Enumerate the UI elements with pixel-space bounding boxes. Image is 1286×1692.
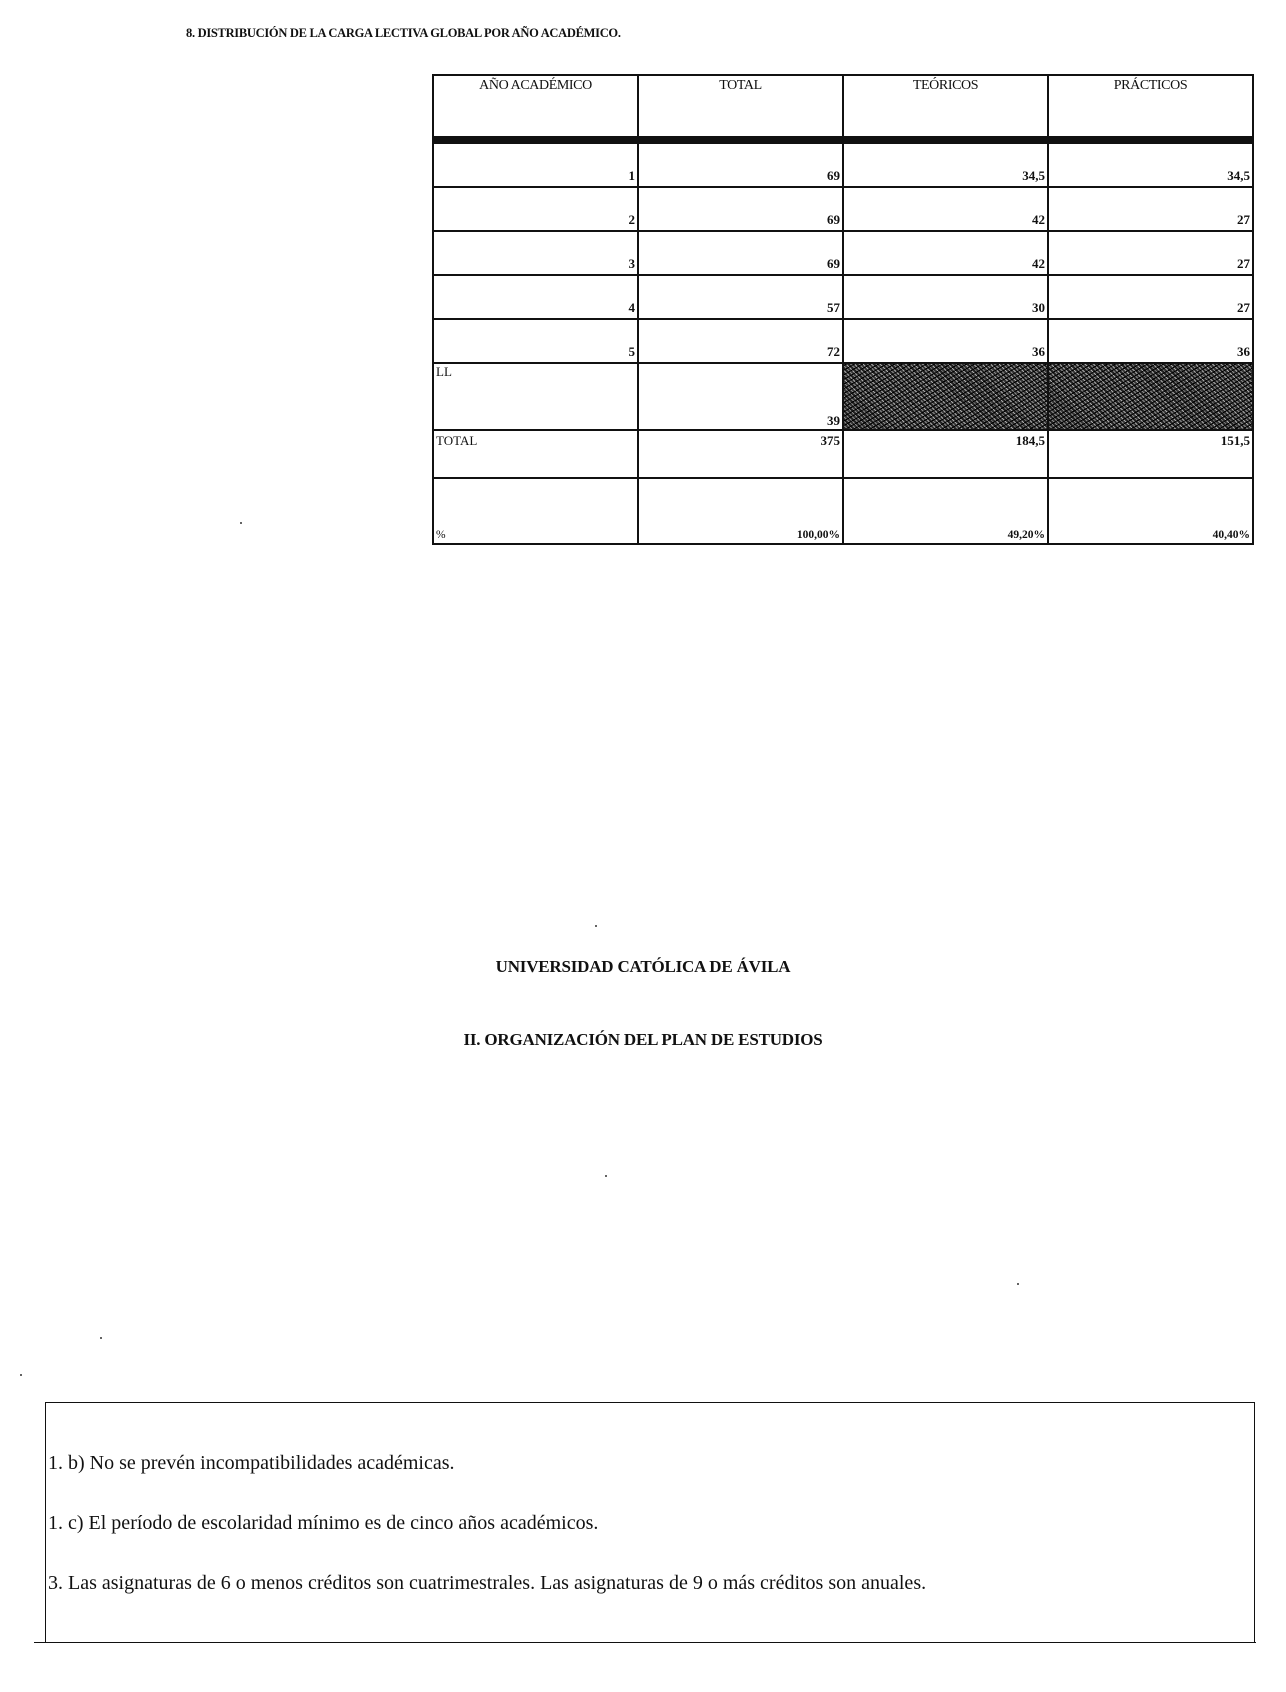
cell-total: 57 (638, 275, 843, 319)
cell-total-practicos: 151,5 (1048, 430, 1253, 478)
cell-total: 69 (638, 143, 843, 187)
scan-speck (20, 1374, 22, 1376)
cell-year: 3 (433, 231, 638, 275)
note-incompatibilidades: 1. b) No se prevén incompatibilidades académicas. (48, 1452, 455, 1474)
cell-total: 69 (638, 231, 843, 275)
cell-year: 2 (433, 187, 638, 231)
table-row-percent (433, 478, 1253, 544)
table-row (433, 275, 1253, 319)
table-header-row (433, 75, 1253, 137)
cell-total-teoricos: 184,5 (843, 430, 1048, 478)
cell-practicos: 27 (1048, 231, 1253, 275)
cell-pct-teoricos: 49,20% (843, 478, 1048, 544)
section-title: 8. DISTRIBUCIÓN DE LA CARGA LECTIVA GLOBAL POR AÑO ACADÉMICO. (186, 26, 621, 40)
table-row (433, 319, 1253, 363)
scan-speck (100, 1337, 102, 1339)
cell-teoricos: 34,5 (843, 143, 1048, 187)
cell-year: 1 (433, 143, 638, 187)
cell-ll-label: LL (433, 363, 638, 430)
cell-teoricos: 36 (843, 319, 1048, 363)
cell-total-label: TOTAL (433, 430, 638, 478)
scan-speck (1017, 1283, 1019, 1285)
table-row (433, 231, 1253, 275)
cell-practicos: 27 (1048, 275, 1253, 319)
cell-practicos: 34,5 (1048, 143, 1253, 187)
cell-pct-practicos: 40,40% (1048, 478, 1253, 544)
table-row-ll (433, 363, 1253, 430)
cell-ll-total: 39 (638, 363, 843, 430)
cell-practicos: 27 (1048, 187, 1253, 231)
cell-teoricos: 42 (843, 187, 1048, 231)
notes-box-bottom-rule (34, 1642, 1256, 1643)
cell-total-total: 375 (638, 430, 843, 478)
table-row (433, 143, 1253, 187)
cell-teoricos: 30 (843, 275, 1048, 319)
header-total: TOTAL (638, 75, 843, 137)
cell-total: 69 (638, 187, 843, 231)
cell-teoricos: 42 (843, 231, 1048, 275)
distribution-table (432, 74, 1254, 545)
scan-speck (240, 522, 242, 524)
cell-year: 5 (433, 319, 638, 363)
table-row (433, 187, 1253, 231)
university-title: UNIVERSIDAD CATÓLICA DE ÁVILA (495, 957, 791, 976)
header-teoricos: TEÓRICOS (843, 75, 1048, 137)
organization-title: II. ORGANIZACIÓN DEL PLAN DE ESTUDIOS (463, 1030, 823, 1049)
scan-speck (595, 925, 597, 927)
note-asignaturas: 3. Las asignaturas de 6 o menos créditos son cuatrimestrales. Las asignaturas de 9 o más créditos son anuales. (48, 1572, 927, 1594)
cell-pct-total: 100,00% (638, 478, 843, 544)
header-practicos: PRÁCTICOS (1048, 75, 1253, 137)
cell-practicos: 36 (1048, 319, 1253, 363)
hatched-cell (1048, 363, 1253, 430)
scan-speck (605, 1175, 607, 1177)
header-year: AÑO ACADÉMICO (433, 75, 638, 137)
table-row-total (433, 430, 1253, 478)
note-escolaridad: 1. c) El período de escolaridad mínimo es de cinco años académicos. (48, 1512, 599, 1534)
cell-total: 72 (638, 319, 843, 363)
cell-pct-label: % (433, 478, 638, 544)
hatched-cell (843, 363, 1048, 430)
cell-year: 4 (433, 275, 638, 319)
